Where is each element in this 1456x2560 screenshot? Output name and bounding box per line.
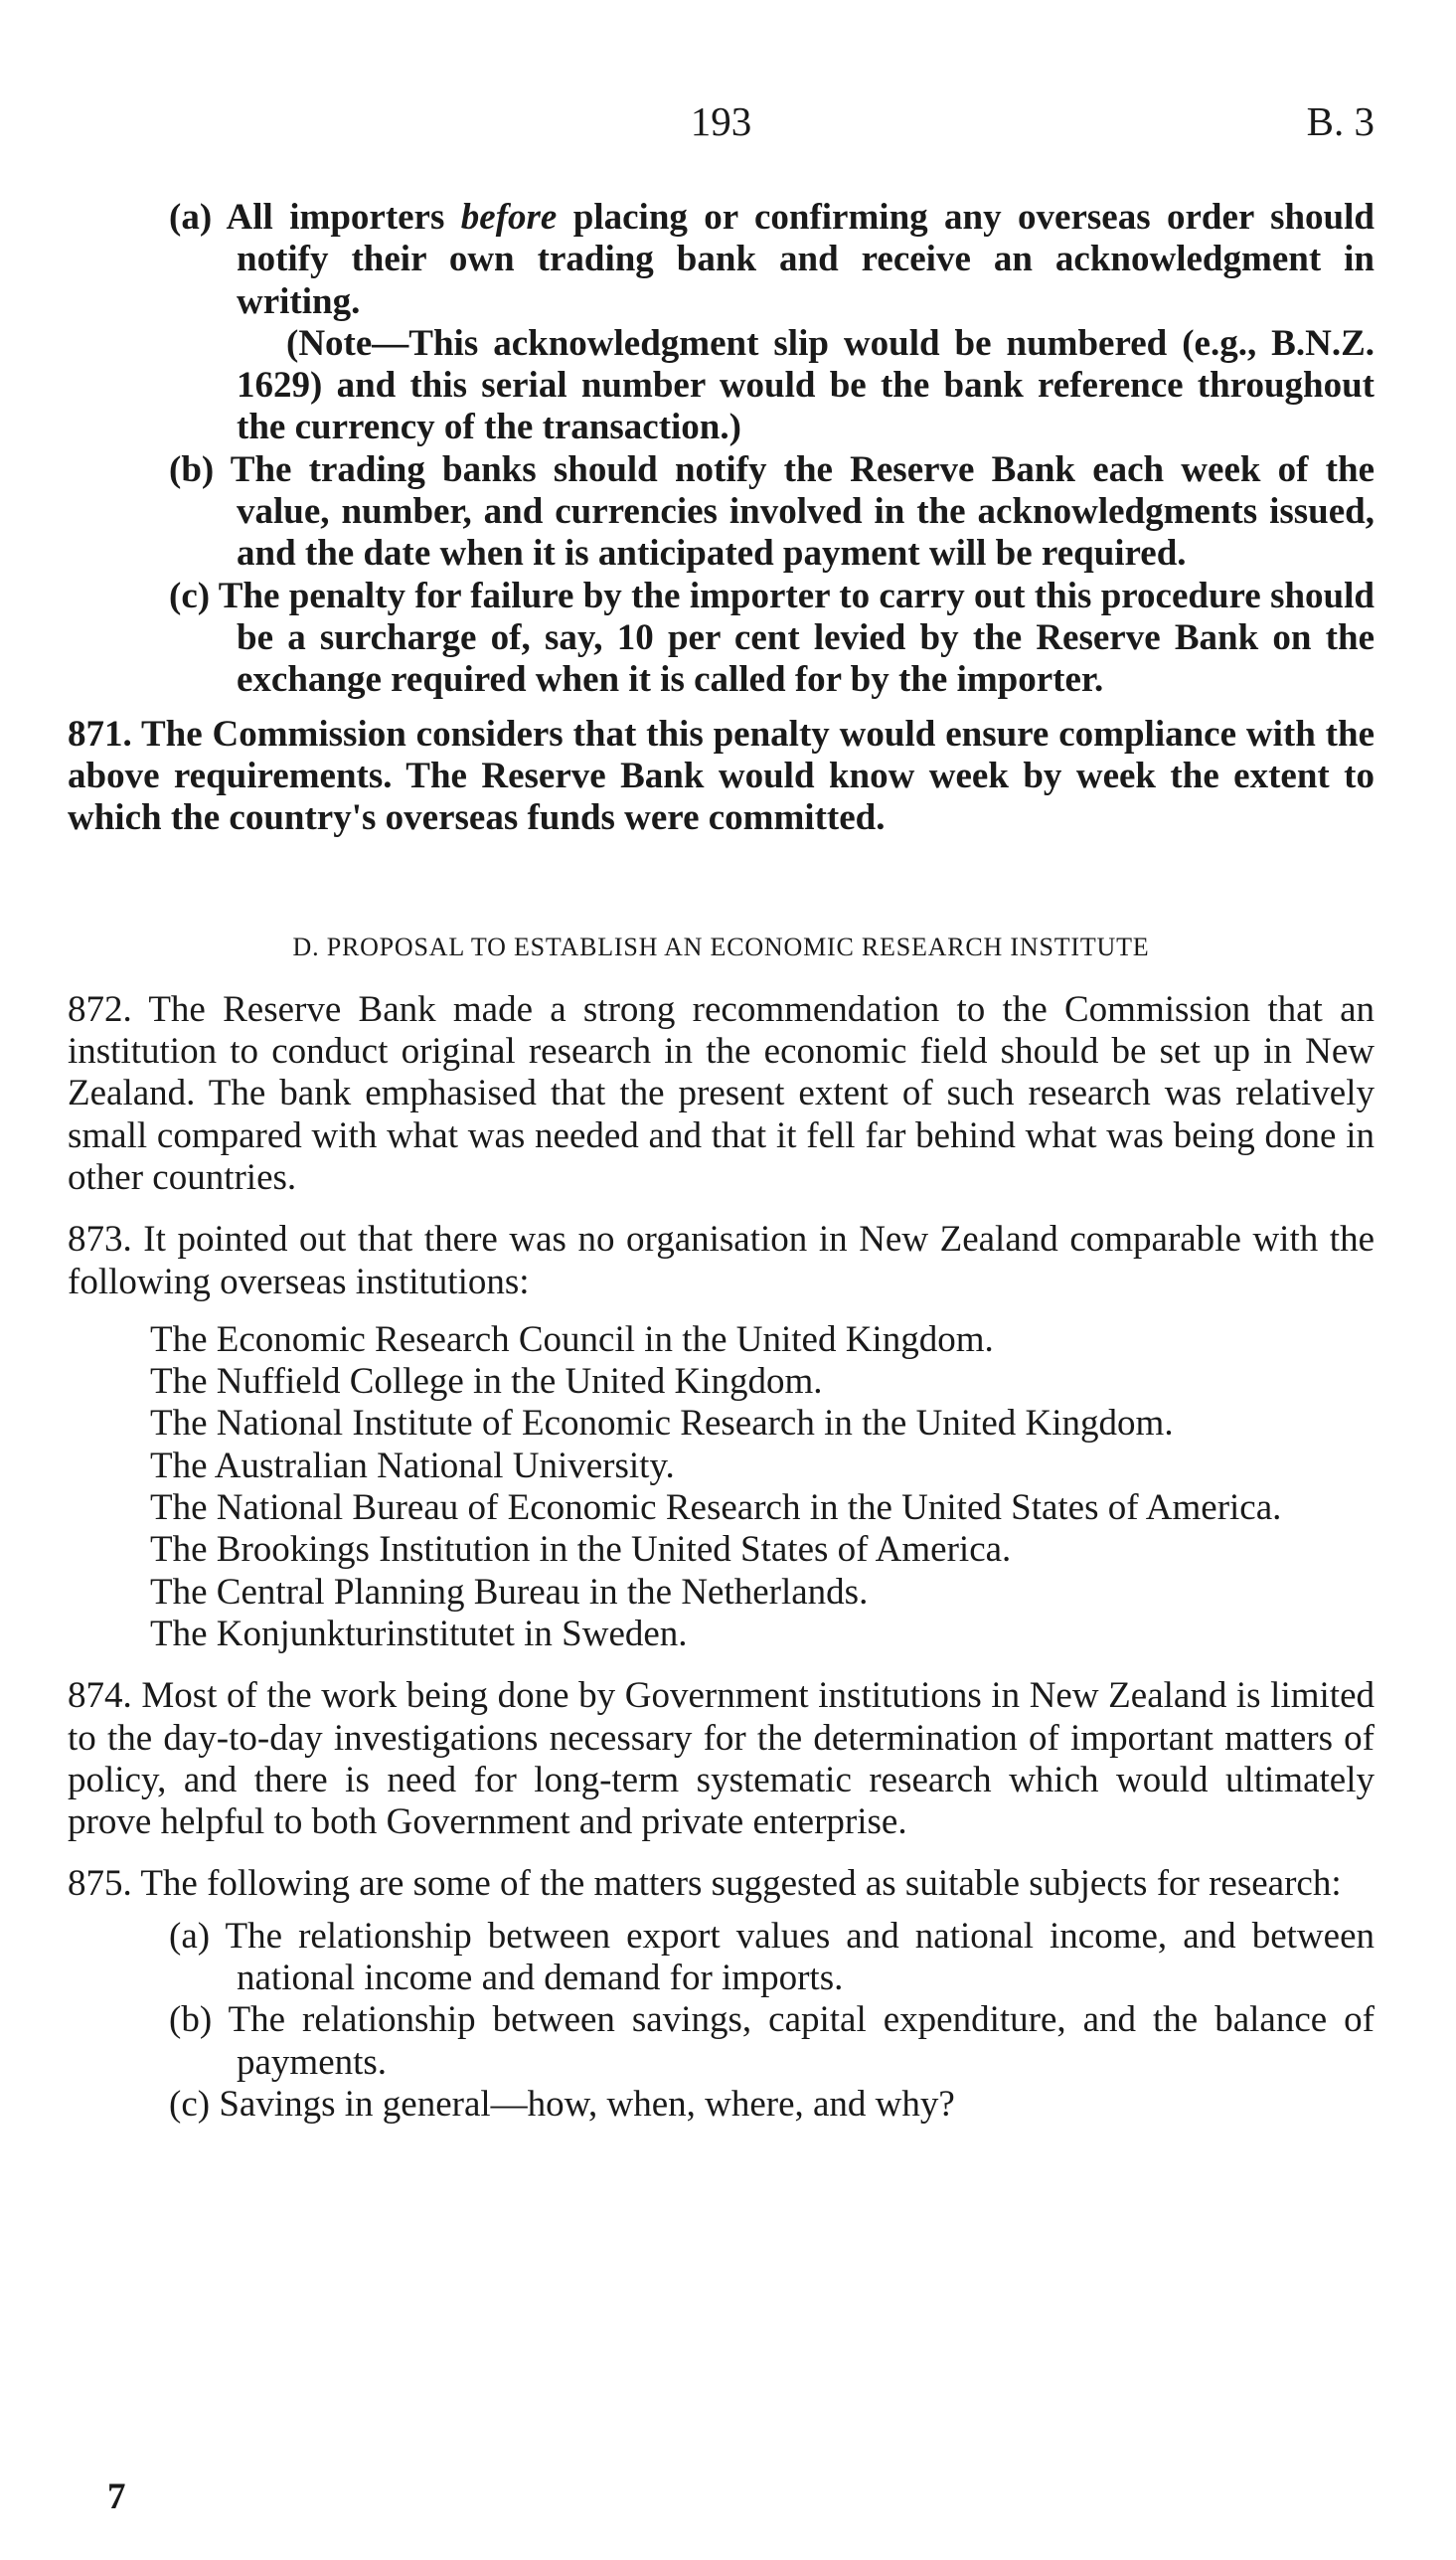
paragraph-875: 875. The following are some of the matters suggested as suitable subjects for research: (68, 1863, 1342, 1905)
institution-item: The Nuffield College in the United Kingdom. (150, 1361, 823, 1403)
subject-item-a (68, 1916, 1375, 2000)
list-text: The relationship between export values and national income, and between national income and demand for imports. (225, 1915, 1375, 1998)
spacer (68, 969, 1375, 989)
institution-item: The Australian National University. (150, 1445, 675, 1486)
list-text: The relationship between savings, capital expenditure, and the balance of payments. (228, 1999, 1375, 2083)
spacer (68, 1199, 1375, 1219)
subject-item-c (68, 2084, 1375, 2126)
spacer (68, 839, 1375, 927)
list-marker: (a) (169, 1915, 211, 1957)
section-code: B. 3 (1306, 98, 1375, 144)
spacer (68, 1843, 1375, 1863)
spacer (68, 1303, 1375, 1319)
paragraph-871: 871. The Commission considers that this penalty would ensure compliance with the above requirements. The Reserve Bank would know week by week the extent to which the country's overseas funds were committed. (68, 713, 1375, 839)
list-marker: (b) (169, 448, 215, 490)
list-text: The trading banks should notify the Reserve Bank each week of the value, number, and currencies involved in the acknowledgments issued, and the date when it is anticipated payment will be required. (230, 448, 1375, 575)
page-number: 193 (690, 98, 752, 144)
list-item-a (68, 197, 1375, 323)
subject-item-b (68, 1999, 1375, 2084)
list-text-emphasis: before (460, 197, 558, 238)
institution-item: The National Institute of Economic Research in the United Kingdom. (150, 1403, 1174, 1445)
spacer (68, 1906, 1375, 1916)
paragraph-872: 872. The Reserve Bank made a strong recommendation to the Commission that an institution to conduct original research in the economic field should be set up in New Zealand. The bank emphasised that the present extent of such research was relatively small compared with what was needed and that it fell far behind what was being done in other countries. (68, 988, 1375, 1198)
list-marker: (c) (169, 575, 211, 616)
institution-item: The Central Planning Bureau in the Netherlands. (150, 1571, 869, 1613)
section-heading: D. PROPOSAL TO ESTABLISH AN ECONOMIC RESEARCH INSTITUTE (292, 933, 1150, 962)
paragraph-873: 873. It pointed out that there was no organisation in New Zealand comparable with the following overseas institutions: (68, 1219, 1375, 1302)
paragraph-874: 874. Most of the work being done by Government institutions in New Zealand is limited to the day-to-day investigations necessary for the determination of important matters of policy, and there is need for long-term systematic research which would ultimately prove helpful to both Government and private enterprise. (68, 1675, 1375, 1843)
list-marker: (b) (169, 1999, 213, 2041)
list-text-post: placing or confirming any overseas order should notify their own trading bank and receive an acknowledgment in writing. (237, 197, 1375, 322)
list-item-c (68, 576, 1375, 702)
list-text-pre: All importers (226, 197, 461, 238)
page-header (68, 97, 1375, 157)
list-marker: (a) (169, 197, 213, 238)
spacer (68, 1655, 1375, 1675)
page-body (68, 197, 1375, 2126)
list-text: Savings in general—how, when, where, and why? (219, 2083, 955, 2125)
list-item-b (68, 449, 1375, 576)
institution-item: The Konjunkturinstitutet in Sweden. (150, 1613, 688, 1654)
institution-item: The Brookings Institution in the United States of America. (150, 1529, 1012, 1571)
list-text: The penalty for failure by the importer to carry out this procedure should be a surcharge of, say, 10 per cent levied by the Reserve Bank on the exchange required when it is called for by the importer. (218, 575, 1375, 701)
institution-item: The National Bureau of Economic Research in the United States of America. (150, 1487, 1282, 1529)
footer-signature: 7 (107, 2476, 126, 2517)
institution-item: The Economic Research Council in the United Kingdom. (150, 1318, 994, 1360)
note-paragraph: (Note—This acknowledgment slip would be numbered (e.g., B.N.Z. 1629) and this serial number would be the bank reference throughout the currency of the transaction.) (237, 322, 1375, 448)
list-marker: (c) (169, 2083, 211, 2125)
